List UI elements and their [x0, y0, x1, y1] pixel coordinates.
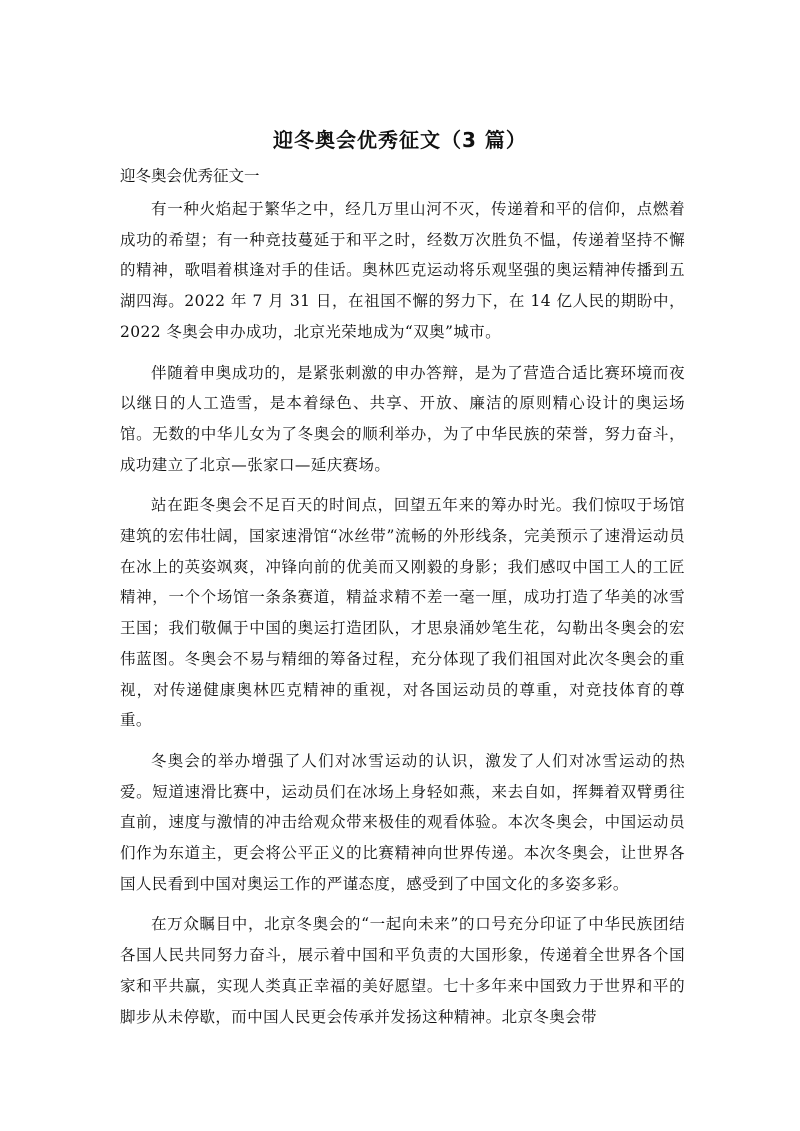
paragraph: 在万众瞩目中，北京冬奥会的“一起向未来”的口号充分印证了中华民族团结各国人民共同努力奋斗，展示着中国和平负责的大国形象，传递着全世界各个国家和平共赢，实现人类真正幸福的美好愿望。七十多年来中国致力于世界和平的脚步从未停歇，而中国人民更会传承并发扬这种精神。北京冬奥会带: [120, 915, 685, 1026]
document-body: [120, 194, 685, 1042]
paragraph: 冬奥会的举办增强了人们对冰雪运动的认识，激发了人们对冰雪运动的热爱。短道速滑比赛中，运动员们在冰场上身轻如燕，来去自如，挥舞着双臂勇往直前，速度与激情的冲击给观众带来极佳的观看体验。本次冬奥会，中国运动员们作为东道主，更会将公平正义的比赛精神向世界传递。本次冬奥会，让世界各国人民看到中国对奥运工作的严谨态度，感受到了中国文化的多姿多彩。: [120, 751, 685, 893]
paragraph: 站在距冬奥会不足百天的时间点，回望五年来的筹办时光。我们惊叹于场馆建筑的宏伟壮阔，国家速滑馆“冰丝带”流畅的外形线条，完美预示了速滑运动员在冰上的英姿飒爽，冲锋向前的优美而又刚毅的身影；我们感叹中国工人的工匠精神，一个个场馆一条条赛道，精益求精不差一毫一厘，成功打造了华美的冰雪王国；我们敬佩于中国的奥运打造团队，才思泉涌妙笔生花，勾勒出冬奥会的宏伟蓝图。冬奥会不易与精细的筹备过程，充分体现了我们祖国对此次冬奥会的重视，对传递健康奥林匹克精神的重视，对各国运动员的尊重，对竞技体育的尊重。: [120, 496, 685, 730]
paragraph: 伴随着申奥成功的，是紧张刺激的申办答辩，是为了营造合适比赛环境而夜以继日的人工造雪，是本着绿色、共享、开放、廉洁的原则精心设计的奥运场馆。无数的中华儿女为了冬奥会的顺利举办，为了中华民族的荣誉，努力奋斗，成功建立了北京—张家口—延庆赛场。: [120, 363, 685, 474]
section-heading: 迎冬奥会优秀征文一: [120, 167, 260, 185]
document-title: 迎冬奥会优秀征文（3 篇）: [273, 128, 527, 152]
paragraph: 有一种火焰起于繁华之中，经几万里山河不灭，传递着和平的信仰，点燃着成功的希望；有一种竞技蔓延于和平之时，经数万次胜负不愠，传递着坚持不懈的精神，歌唱着棋逢对手的佳话。奥林匹克运动将乐观坚强的奥运精神传播到五湖四海。2022 年 7 月 31 日，在祖国不懈的努力下，在 14 亿人民的期盼中，2022 冬奥会申办成功，北京光荣地成为“双奥”城市。: [120, 200, 685, 341]
